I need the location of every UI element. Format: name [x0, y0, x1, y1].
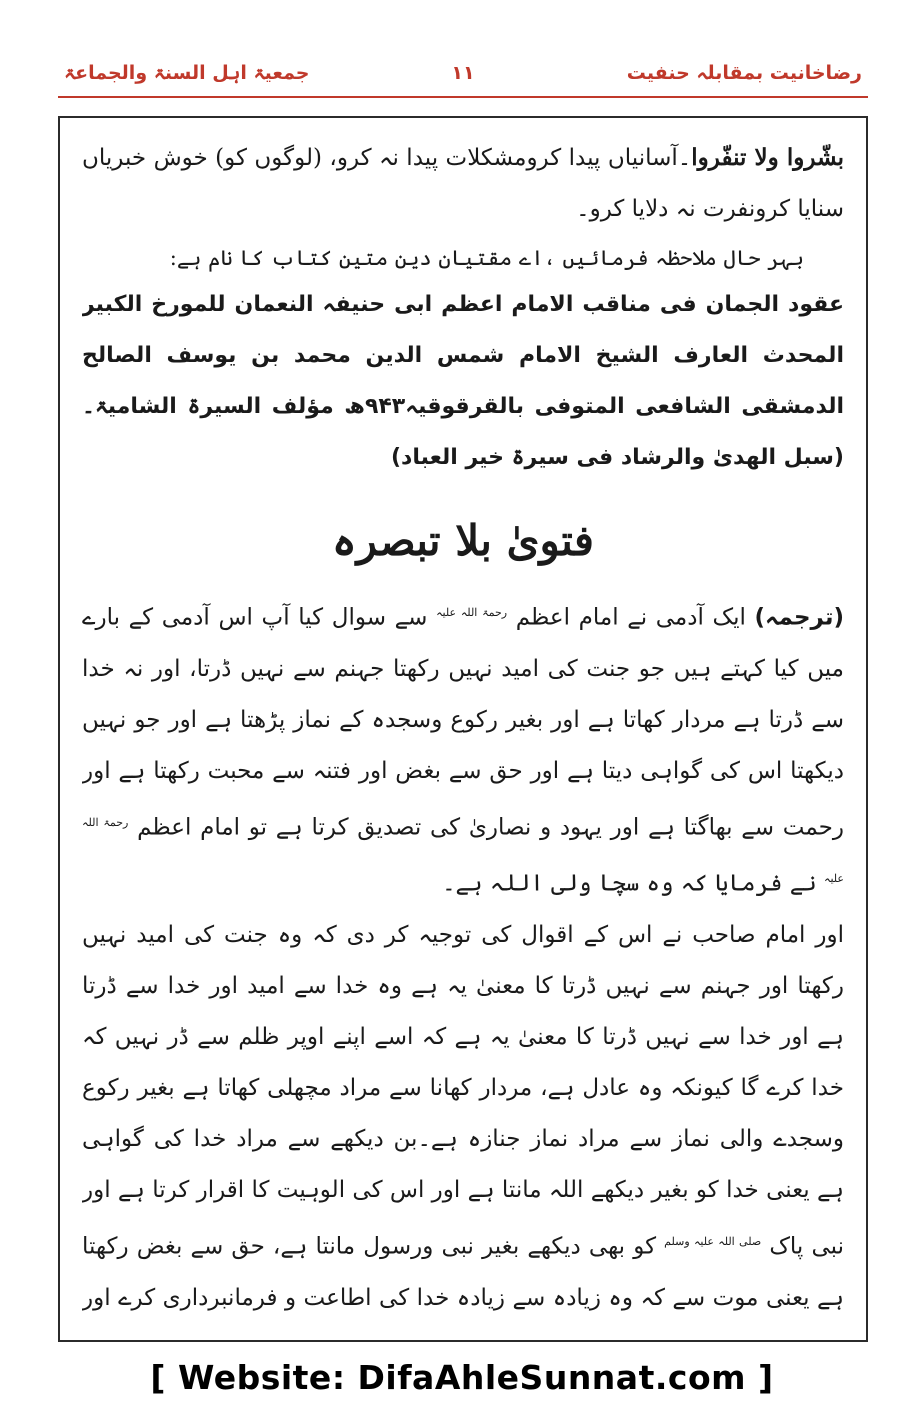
hadith-text: بشّروا ولا تنفّروا: [691, 144, 844, 171]
header-right-title: رضاخانیت بمقابلہ حنفیت: [626, 62, 862, 84]
paragraph-translation: [82, 587, 844, 910]
translation-text-b: سے سوال کیا آپ اس آدمی کے بارے میں کیا کہتے ہیں جو جنت کی امید نہیں رکھتا جہنم سے نہیں ڈرتا، اور نہ خدا سے ڈرتا ہے مردار کھاتا ہے اور بغیر رکوع وسجدہ کے نماز پڑھتا ہے اور جو نہیں دیکھتا اس کی گواہی دیتا ہے اور حق سے بغض اور فتنہ سے محبت رکھتا ہے اور رحمت سے بھاگتا ہے اور یہود و نصاریٰ کی تصدیق کرتا ہے تو امام اعظم: [82, 604, 844, 841]
paragraph-hadith: [82, 132, 844, 235]
page-content: [82, 132, 844, 1334]
translation-label: (ترجمہ): [754, 604, 844, 631]
explanation-text-a: اور امام صاحب نے اس کے اقوال کی توجیہ کر دی کہ وہ جنت کی امید نہیں رکھتا اور جہنم سے نہیں ڈرتا کا معنیٰ یہ ہے وہ خدا سے امید اور خدا سے ڈرتا ہے اور خدا سے نہیں ڈرتا کا معنیٰ یہ ہے کہ اسے اپنے اوپر ظلم سے ڈر نہیں کہ خدا کرے گا کیونکہ وہ عادل ہے، مردار کھانا سے مراد مچھلی کھاتا ہے بغیر رکوع وسجدے والی نماز سے مراد نماز جنازہ ہے۔بن دیکھے سے مراد خدا کی گواہی ہے یعنی خدا کو بغیر دیکھے اللہ مانتا ہے اور اس کی الوہیت کا اقرار کرتا ہے اور نبی پاک: [82, 921, 844, 1260]
translation-text-c: نے فرمایا کہ وہ سچا ولی اللہ ہے۔: [442, 870, 825, 897]
paragraph-intro: بہر حال ملاحظہ فرمائیں ،اے مقتیان دین متین کتاب کا نام ہے:: [169, 246, 804, 270]
honorific-mark-2: رحمۃ اللہ علیہ: [82, 815, 844, 886]
paragraph-explanation: [82, 910, 844, 1334]
translation-text-a: ایک آدمی نے امام اعظم: [507, 604, 755, 631]
explanation-text-b: کو بھی دیکھے بغیر نبی ورسول مانتا ہے، حق سے بغض رکھتا ہے یعنی موت سے کہ وہ زیادہ سے زیادہ خدا کی اطاعت و فرمانبرداری کرے اور: [82, 1233, 844, 1311]
section-heading: فتویٰ بلا تبصرہ: [332, 516, 594, 565]
salutation-mark: صلی اللہ علیہ وسلم: [664, 1234, 762, 1248]
page-number: ۱۱: [451, 62, 475, 84]
page-header: [58, 56, 868, 98]
header-left-title: جمعیۃ اہل السنۃ والجماعۃ: [64, 62, 310, 84]
honorific-mark: رحمۃ اللہ علیہ: [436, 606, 508, 619]
page-frame: [58, 116, 868, 1342]
footer-website: [ Website: DifaAhleSunnat.com ]: [150, 1358, 774, 1397]
hadith-translation: ۔آسانیاں پیدا کرومشکلات پیدا نہ کرو، (لوگوں کو) خوش خبریاں سنایا کرونفرت نہ دلایا کرو۔: [82, 145, 844, 222]
arabic-book-title: عقود الجمان فی مناقب الامام اعظم ابی حنیفہ النعمان للمورخ الکبیر المحدث العارف الشیخ الامام شمس الدین محمد بن یوسف الصالح الدمشقی الشافعی المتوفی بالقرقوقیہ۹۴۳ھ مؤلف السیرۃ الشامیۃ۔(سبل الھدیٰ والرشاد فی سیرۃ خیر العباد): [82, 292, 844, 470]
